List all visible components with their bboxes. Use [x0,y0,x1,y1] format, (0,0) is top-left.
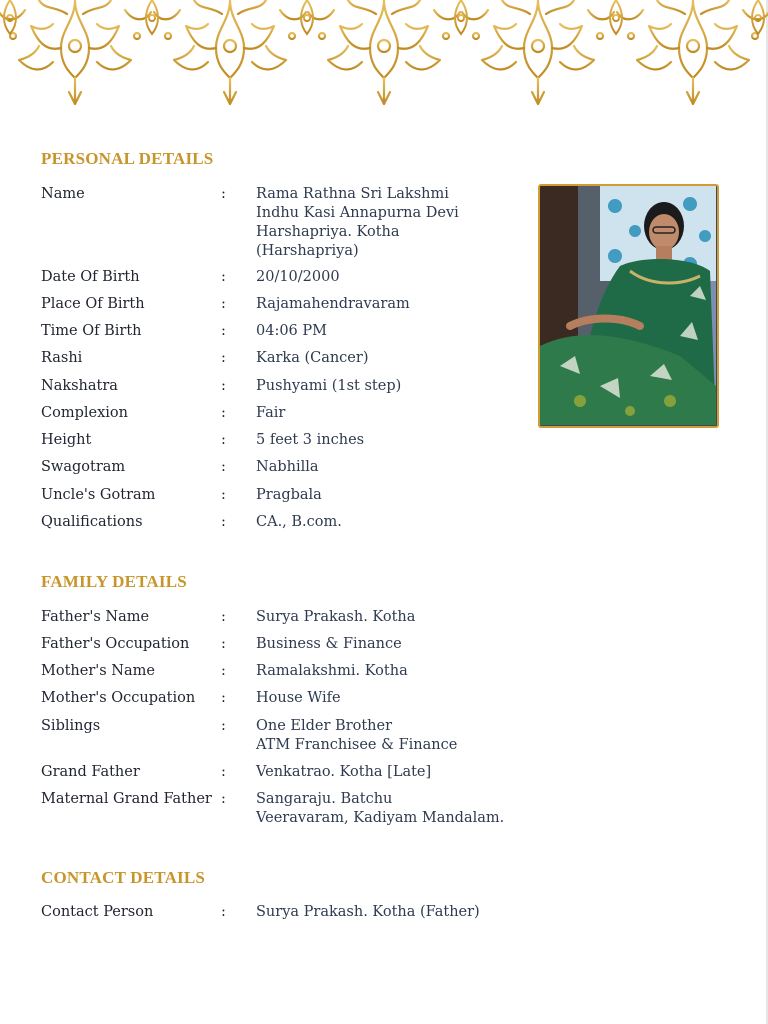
detail-label: Date Of Birth [41,269,140,285]
detail-label: Nakshatra [41,378,118,394]
detail-label: Contact Person [41,904,154,920]
detail-value [256,662,526,681]
detail-value [256,717,526,755]
detail-label: Rashi [41,350,83,366]
detail-value-line: Rajamahendravaram [256,296,410,312]
detail-value-line: One Elder Brother [256,718,393,734]
detail-value-line: 5 feet 3 inches [256,432,365,448]
detail-label: Name [41,186,85,202]
detail-value-line: Indhu Kasi Annapurna Devi [256,205,459,221]
detail-value-line: 20/10/2000 [256,269,340,285]
detail-value [256,377,526,396]
detail-separator: : [221,459,226,475]
detail-label: Complexion [41,405,128,421]
detail-label: Siblings [41,718,101,734]
detail-value [256,486,526,505]
detail-label: Uncle's Gotram [41,487,156,503]
detail-separator: : [221,432,226,448]
detail-separator: : [221,514,226,530]
detail-value-line: ATM Franchisee & Finance [256,737,458,753]
detail-label: Father's Name [41,609,150,625]
detail-value [256,404,526,423]
detail-separator: : [221,269,226,285]
detail-value-line: Pushyami (1st step) [256,378,402,394]
detail-value [256,513,526,532]
detail-separator: : [221,323,226,339]
section-title-contact: CONTACT DETAILS [41,868,206,887]
detail-value-line: Ramalakshmi. Kotha [256,663,408,679]
detail-value [256,635,526,654]
detail-separator: : [221,609,226,625]
detail-separator: : [221,791,226,807]
detail-value-line: Harshapriya. Kotha [256,224,400,240]
detail-value [256,322,526,341]
detail-separator: : [221,405,226,421]
detail-value [256,763,526,782]
section-title-personal: PERSONAL DETAILS [41,149,214,168]
detail-value-line: 04:06 PM [256,323,327,339]
detail-value-line: Venkatrao. Kotha [Late] [256,764,432,780]
detail-label: Grand Father [41,764,140,780]
section-title-family: FAMILY DETAILS [41,572,187,591]
detail-value [256,185,526,261]
detail-label: Qualifications [41,514,143,530]
detail-separator: : [221,764,226,780]
detail-value-line: Sangaraju. Batchu [256,791,393,807]
detail-separator: : [221,487,226,503]
detail-value-line: Surya Prakash. Kotha [256,609,416,625]
detail-label: Height [41,432,92,448]
detail-label: Time Of Birth [41,323,142,339]
detail-value-line: Pragbala [256,487,322,503]
detail-separator: : [221,904,226,920]
detail-value-line: House Wife [256,690,341,706]
detail-separator: : [221,636,226,652]
detail-value [256,349,526,368]
detail-value-line: Surya Prakash. Kotha (Father) [256,904,480,920]
profile-photo-image [540,186,716,425]
detail-value-line: Nabhilla [256,459,319,475]
detail-value-line: CA., B.com. [256,514,342,530]
detail-separator: : [221,378,226,394]
detail-value [256,458,526,477]
detail-label: Mother's Name [41,663,155,679]
ornament-header [0,0,768,115]
detail-value [256,431,526,450]
detail-separator: : [221,690,226,706]
detail-value-line: Karka (Cancer) [256,350,369,366]
detail-value-line: (Harshapriya) [256,243,359,259]
detail-value [256,790,526,828]
detail-label: Swagotram [41,459,126,475]
detail-label: Mother's Occupation [41,690,196,706]
detail-separator: : [221,718,226,734]
detail-separator: : [221,296,226,312]
detail-label: Place Of Birth [41,296,145,312]
detail-value [256,268,526,287]
detail-value-line: Fair [256,405,286,421]
detail-separator: : [221,663,226,679]
detail-value [256,903,526,922]
detail-separator: : [221,350,226,366]
detail-separator: : [221,186,226,202]
detail-label: Maternal Grand Father [41,791,212,807]
detail-label: Father's Occupation [41,636,190,652]
detail-value-line: Rama Rathna Sri Lakshmi [256,186,449,202]
detail-value [256,689,526,708]
detail-value-line: Business & Finance [256,636,402,652]
detail-value [256,608,526,627]
profile-photo [538,184,719,428]
detail-value-line: Veeravaram, Kadiyam Mandalam. [256,810,505,826]
detail-value [256,295,526,314]
